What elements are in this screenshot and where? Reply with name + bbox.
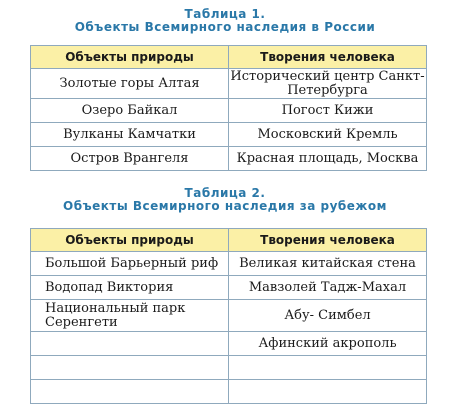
table-cell: Афинский акрополь <box>229 332 427 356</box>
table-cell: Абу- Симбел <box>229 300 427 332</box>
table-cell: Красная площадь, Москва <box>229 147 427 171</box>
table-cell: Исторический центр Санкт-Петербурга <box>230 68 425 98</box>
table-cell: Остров Врангеля <box>31 147 229 171</box>
table-row <box>31 252 427 276</box>
table-cell <box>31 380 229 404</box>
table-cell: Золотые горы Алтая <box>31 69 229 99</box>
table-row <box>31 380 427 404</box>
table-row <box>31 276 427 300</box>
table-row <box>31 332 427 356</box>
table-cell: Озеро Байкал <box>31 99 229 123</box>
table-abroad-heritage <box>30 228 427 404</box>
column-header-nature: Объекты природы <box>31 229 229 252</box>
table-cell <box>229 380 427 404</box>
table2-caption-title: Объекты Всемирного наследия за рубежом <box>63 199 387 213</box>
table1-caption-title: Объекты Всемирного наследия в России <box>74 20 376 34</box>
table-header-row <box>31 46 427 69</box>
table-row <box>31 69 427 99</box>
table-row <box>31 123 427 147</box>
table-row <box>31 99 427 123</box>
column-header-nature: Объекты природы <box>31 46 229 69</box>
table-row <box>31 356 427 380</box>
column-header-human: Творения человека <box>229 46 427 69</box>
table-cell: Великая китайская стена <box>229 252 427 276</box>
table-cell <box>31 332 229 356</box>
table-cell: Водопад Виктория <box>31 276 229 300</box>
table-header-row <box>31 229 427 252</box>
table-cell: Мавзолей Тадж-Махал <box>229 276 427 300</box>
table-russia-heritage <box>30 45 427 171</box>
table-cell: Московский Кремль <box>229 123 427 147</box>
table1-caption-number: Таблица 1. <box>184 7 266 21</box>
table-cell: Большой Барьерный риф <box>31 252 229 276</box>
table-cell: Вулканы Камчатки <box>31 123 229 147</box>
table-cell: Национальный парк Серенгети <box>31 300 229 332</box>
table2-caption-number: Таблица 2. <box>184 186 266 200</box>
column-header-human: Творения человека <box>229 229 427 252</box>
table-cell: Погост Кижи <box>229 99 427 123</box>
table-cell <box>229 356 427 380</box>
table-row <box>31 147 427 171</box>
table-cell <box>31 356 229 380</box>
table-row <box>31 300 427 332</box>
